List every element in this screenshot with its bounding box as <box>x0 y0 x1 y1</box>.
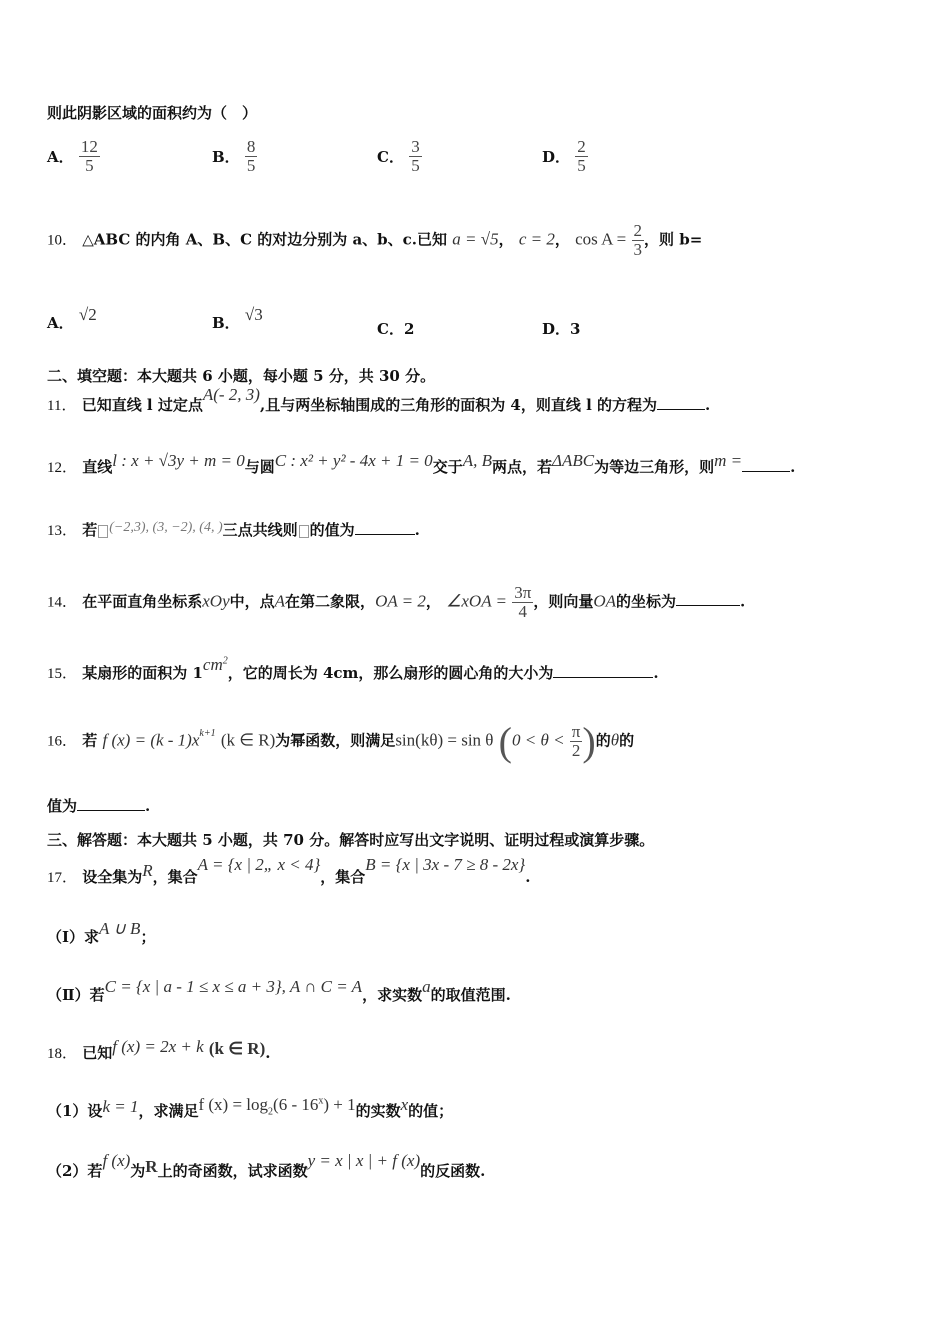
option-value: √3 <box>244 305 263 324</box>
math-cos: cos A = <box>575 229 627 249</box>
question-11 <box>47 385 711 415</box>
question-17-part-2 <box>47 977 511 1005</box>
section-3-heading <box>47 829 654 850</box>
eq-part: f (x) = log <box>198 1095 269 1114</box>
math-vector: OA <box>593 591 617 611</box>
part-label: （2）若 <box>47 1162 103 1180</box>
math-k: k = 1 <box>102 1097 139 1116</box>
question-9-tail <box>47 102 257 123</box>
math-a: a <box>422 977 431 996</box>
q12-text-3: 交于 <box>432 458 463 476</box>
math-set-a: A = {x | 2„ x < 4} <box>197 855 321 874</box>
math-x: x <box>400 1095 409 1114</box>
math-triangle: ΔABC <box>552 451 595 470</box>
q10-text: △ABC 的内角 A、B、C 的对边分别为 a、b、c.已知 <box>82 230 448 249</box>
question-number: 11． <box>47 398 77 414</box>
math-exponent: k+1 <box>199 727 216 739</box>
period: . <box>740 592 746 611</box>
question-number: 12． <box>47 460 78 476</box>
part-label: （1）设 <box>47 1102 103 1120</box>
q18-1-text-2: 的实数 <box>355 1102 401 1120</box>
q10-option-c <box>377 318 414 339</box>
eq-part: (6 - 16 <box>273 1095 319 1114</box>
period: . <box>790 458 796 476</box>
option-label: C． <box>377 320 404 338</box>
part-label: （Ⅰ）求 <box>47 928 100 946</box>
left-paren: ( <box>498 719 512 764</box>
math-f: f (x) <box>102 1151 131 1170</box>
math-points: (−2,3), (3, −2), (4, ) <box>109 520 223 535</box>
fraction <box>632 222 645 259</box>
option-label: D． <box>542 147 571 166</box>
q10-option-d <box>542 318 580 339</box>
fraction <box>245 138 258 175</box>
q16-text-3: 的 <box>595 731 611 750</box>
q12-text-5: 为等边三角形，则 <box>594 458 715 476</box>
math-oa: OA = 2 <box>375 591 426 611</box>
denominator: 5 <box>246 155 256 175</box>
math-set-c: C = {x | a - 1 ≤ x ≤ a + 3}, A ∩ C = A <box>104 977 363 996</box>
option-label: D． <box>542 320 571 338</box>
log-base: 2 <box>268 1106 274 1118</box>
question-12 <box>47 451 796 477</box>
question-18-part-2 <box>47 1151 486 1181</box>
q9-option-d <box>542 138 588 175</box>
option-label: A． <box>47 314 74 332</box>
section-2-heading <box>47 365 435 386</box>
option-label: B． <box>212 314 240 332</box>
math-theta: θ <box>610 730 620 750</box>
math-m: m = <box>714 451 743 470</box>
option-label: A． <box>47 147 74 166</box>
q10-option-a <box>47 305 97 333</box>
q18-text: 已知 <box>82 1044 113 1062</box>
math-unit: $cm^2$ <box>202 655 228 674</box>
numerator: π <box>571 722 581 742</box>
fraction <box>512 584 533 621</box>
fraction <box>409 138 422 175</box>
separator: ， <box>425 592 441 611</box>
q13-text-3: 的值为 <box>309 521 355 539</box>
numerator: 3 <box>411 137 420 156</box>
question-number: 17． <box>47 870 78 886</box>
math-points: A, B <box>462 451 492 470</box>
question-number: 15． <box>47 666 78 682</box>
question-10 <box>47 222 702 259</box>
math-A: A <box>274 591 286 611</box>
period: . <box>265 1044 271 1062</box>
option-label: B． <box>212 147 240 166</box>
math-point: A(- 2, 3) <box>202 385 260 404</box>
q18-2-text: 为 <box>130 1162 146 1180</box>
q11-text-2: ,且与两坐标轴围成的三角形的面积为 4，则直线 l 的方程为 <box>259 396 657 414</box>
numerator: 3π <box>514 583 532 602</box>
q10-text-end: ，则 b= <box>644 230 703 249</box>
question-number: 13． <box>47 523 78 539</box>
math-system: xOy <box>202 591 230 611</box>
q18-2-text-2: 上的奇函数，试求函数 <box>157 1162 308 1180</box>
question-18 <box>47 1037 271 1063</box>
fraction <box>575 138 588 175</box>
section-title: 三、解答题：本大题共 5 小题，共 70 分。解答时应写出文字说明、证明过程或演算步骤。 <box>47 831 655 849</box>
q9-option-b <box>212 138 257 175</box>
option-value: 2 <box>403 320 415 338</box>
math-c: c = 2 <box>518 229 555 249</box>
denominator: 5 <box>577 155 586 175</box>
math-equation: sin(kθ) = sin θ <box>395 730 494 750</box>
q16-text-4: 的 <box>619 731 635 750</box>
question-16-cont <box>47 795 150 816</box>
denominator: 3 <box>633 239 642 259</box>
q12-text-2: 与圆 <box>244 458 275 476</box>
question-number: 16． <box>47 733 78 750</box>
q16-text-2: 为幂函数，则满足 <box>275 731 396 750</box>
q14-text-2: 中，点 <box>229 592 275 611</box>
question-13 <box>47 519 420 540</box>
question-number: 14． <box>47 594 78 611</box>
answer-blank[interactable] <box>77 809 145 811</box>
q17-2-text: ，求实数 <box>362 986 423 1004</box>
answer-blank[interactable] <box>553 676 653 678</box>
math-function: f (x) = 2x + k <box>112 1037 204 1056</box>
math-condition: (k ∈ R) <box>208 1039 266 1058</box>
q11-text: 已知直线 l 过定点 <box>81 396 203 414</box>
period: . <box>653 664 659 682</box>
math-circle: C : x² + y² - 4x + 1 = 0 <box>274 451 433 470</box>
numerator: 12 <box>80 137 98 156</box>
math-R: R <box>145 1157 158 1176</box>
q12-text: 直线 <box>82 458 113 476</box>
numerator: 8 <box>246 137 256 156</box>
placeholder-box-icon <box>299 525 309 538</box>
math-union: A ∪ B <box>99 919 141 938</box>
part-label: （Ⅱ）若 <box>47 986 105 1004</box>
question-17 <box>47 855 531 887</box>
q17-text-2: ，集合 <box>152 868 198 886</box>
denominator: 2 <box>571 741 581 760</box>
q18-1-text: ，求满足 <box>138 1102 199 1120</box>
period: . <box>705 396 711 414</box>
question-number: 18． <box>47 1046 78 1062</box>
option-value: 3 <box>570 320 581 338</box>
period: . <box>525 868 531 886</box>
q13-text: 若 <box>82 521 98 539</box>
q14-text-5: 的坐标为 <box>616 592 677 611</box>
question-18-part-1 <box>47 1095 454 1123</box>
numerator: 2 <box>633 221 642 240</box>
period: . <box>414 521 420 539</box>
denominator: 5 <box>411 155 420 175</box>
separator: ， <box>554 230 570 249</box>
q10-option-b <box>212 305 263 333</box>
exponent: x <box>318 1095 324 1107</box>
punctuation: ； <box>140 928 156 946</box>
denominator: 4 <box>518 601 528 621</box>
math-function: f (x) = (k - 1)x <box>102 730 200 750</box>
math-set-b: B = {x | 3x - 7 ≥ 8 - 2x} <box>365 855 526 874</box>
math-condition: (k ∈ R) <box>220 730 276 750</box>
math-y: y = x | x | + f (x) <box>307 1151 421 1170</box>
q9-option-c <box>377 138 422 175</box>
q16-text: 若 <box>82 731 98 750</box>
q16-text-5: 值为 <box>47 797 78 815</box>
option-value: √2 <box>78 305 97 324</box>
option-label: C． <box>377 147 404 166</box>
right-paren: ) <box>582 719 596 764</box>
question-17-part-1 <box>47 919 156 947</box>
separator: ， <box>498 230 514 249</box>
q13-text-2: 三点共线则 <box>222 521 298 539</box>
answer-blank[interactable] <box>355 533 415 535</box>
answer-blank[interactable] <box>657 408 705 410</box>
period: . <box>145 797 151 815</box>
math-equation <box>198 1095 356 1118</box>
q14-text-4: ，则向量 <box>533 592 594 611</box>
question-14 <box>47 584 745 621</box>
fraction <box>570 723 583 760</box>
q17-text: 设全集为 <box>82 868 143 886</box>
section-title: 二、填空题：本大题共 6 小题，每小题 5 分，共 30 分。 <box>47 367 436 385</box>
q17-2-end: 的取值范围. <box>430 986 511 1004</box>
q9-text: 则此阴影区域的面积约为（ ） <box>47 104 258 122</box>
q12-text-4: 两点，若 <box>491 458 552 476</box>
q9-option-a <box>47 138 100 175</box>
q15-text: 某扇形的面积为 1 <box>82 664 203 682</box>
q14-text: 在平面直角坐标系 <box>82 592 203 611</box>
answer-blank[interactable] <box>742 470 790 472</box>
eq-part: ) + 1 <box>323 1095 356 1114</box>
q14-text-3: 在第二象限， <box>285 592 376 611</box>
q18-2-end: 的反函数. <box>420 1162 486 1180</box>
answer-blank[interactable] <box>676 604 740 606</box>
question-number: 10． <box>47 232 78 249</box>
unit-text: cm <box>202 655 223 674</box>
question-15 <box>47 655 659 683</box>
numerator: 2 <box>577 137 586 156</box>
math-R: R <box>142 861 153 880</box>
question-16 <box>47 718 634 765</box>
math-line: l : x + √3y + m = 0 <box>112 451 245 470</box>
math-a: a = √5 <box>452 229 499 249</box>
denominator: 5 <box>85 155 94 175</box>
math-angle: ∠xOA = <box>446 591 508 611</box>
placeholder-box-icon <box>98 525 108 538</box>
fraction <box>79 138 100 175</box>
q17-text-3: ，集合 <box>320 868 366 886</box>
q18-1-end: 的值； <box>408 1102 454 1120</box>
math-range: 0 < θ < <box>512 730 565 750</box>
q15-text-2: ，它的周长为 4cm，那么扇形的圆心角的大小为 <box>227 664 554 682</box>
